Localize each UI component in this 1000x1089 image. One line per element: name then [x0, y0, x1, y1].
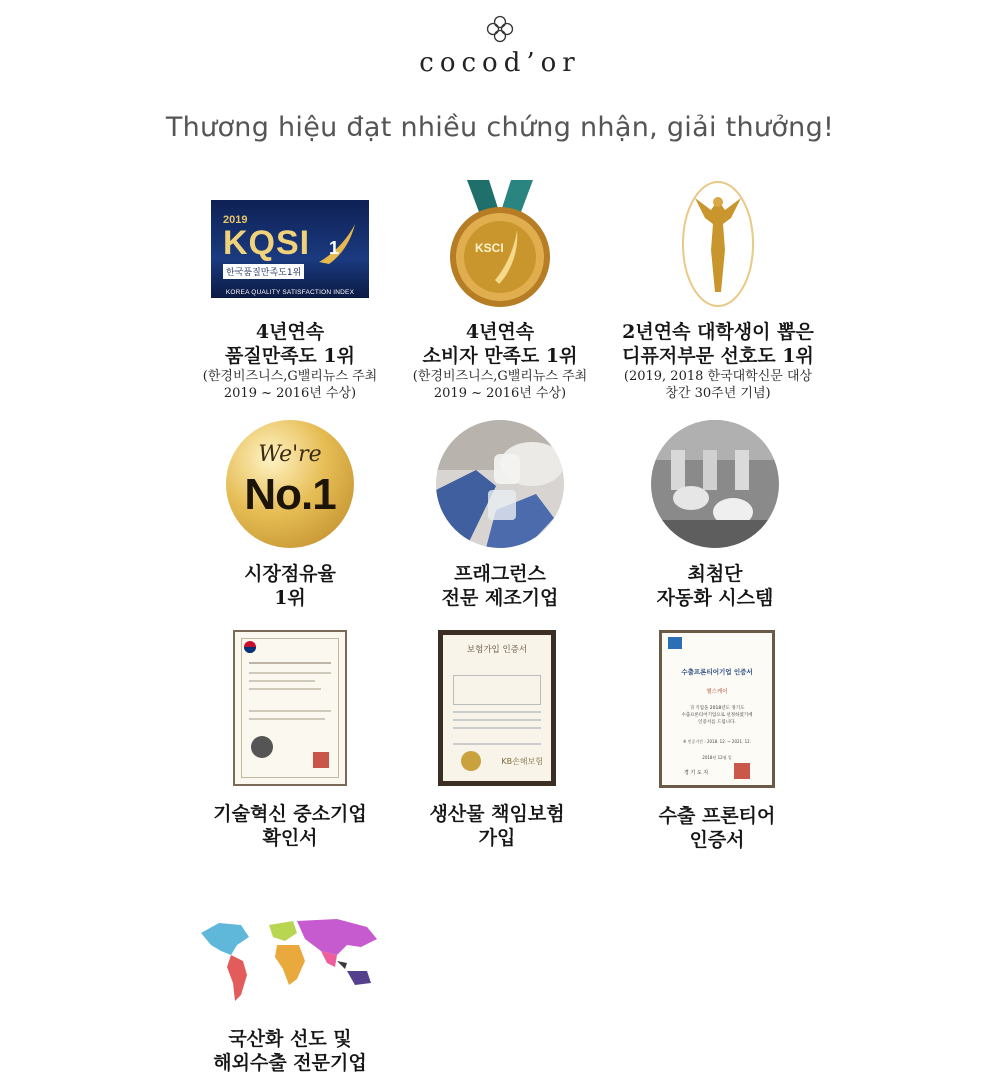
ksci-name: KSCI [475, 241, 504, 255]
kqsi-year: 2019 [223, 214, 248, 226]
award-export-frontier [607, 630, 827, 852]
export-cert-company: 헬스케어 [706, 689, 728, 695]
export-cert-body-line: 귀 기업을 2018년도 경기도 [689, 706, 745, 711]
award-export-specialist [180, 915, 400, 1075]
kqsi-swoosh-icon [317, 220, 359, 266]
award-university [608, 180, 828, 402]
award-fragrance [390, 420, 610, 610]
award-title-line: 2년연속 대학생이 뽑은 [622, 321, 814, 343]
award-subtitle-line: (2019, 2018 한국대학신문 대상 [623, 369, 813, 384]
trophy-statue-icon [681, 180, 755, 308]
award-subtitle-line: (한경비즈니스,G밸리뉴스 주최 [202, 369, 378, 384]
award-title-line: 확인서 [262, 827, 318, 849]
world-map-icon [197, 915, 383, 1003]
award-liability-insurance [387, 630, 607, 850]
export-cert-signer: 경 기 도 지 [684, 770, 709, 776]
award-subtitle-line: 창간 30주년 기념) [665, 386, 771, 401]
export-cert-body-line: 인증서를 드립니다. [698, 720, 736, 725]
page-headline: Thương hiệu đạt nhiều chứng nhận, giải thưởng! [165, 112, 835, 143]
certificate-stamp-icon [734, 763, 750, 779]
award-kqsi [180, 200, 400, 402]
award-title-line: 해외수출 전문기업 [213, 1052, 367, 1074]
gold-seal-icon [461, 751, 481, 771]
svg-text:1: 1 [329, 238, 340, 258]
award-title-line: 최첨단 [687, 563, 743, 585]
award-title-line: 자동화 시스템 [656, 587, 774, 609]
award-title-line: 1위 [274, 587, 306, 609]
export-cert-title: 수출프론티어기업 인증서 [681, 668, 753, 676]
export-cert-date: 2018년 12월 일 [702, 755, 732, 760]
award-title-line: 시장점유율 [244, 563, 336, 585]
insurance-certificate [438, 630, 556, 786]
export-frontier-certificate [659, 630, 775, 788]
certificate-stamp-icon [313, 752, 329, 768]
lab-worker-photo [436, 420, 564, 548]
kqsi-badge [211, 200, 369, 298]
export-cert-period: ※ 인증기간 : 2018. 12. ~ 2021. 12. [682, 739, 752, 744]
award-title-line: 국산화 선도 및 [228, 1028, 352, 1050]
award-title-line: 소비자 만족도 1위 [422, 345, 578, 367]
award-automation [605, 420, 825, 610]
award-subtitle-line: 2019 ~ 2016년 수상) [433, 386, 567, 401]
award-title-line: 전문 제조기업 [441, 587, 559, 609]
no1-top-text: We're [258, 442, 322, 467]
certificate-seal-icon [251, 736, 273, 758]
ksci-medal-icon [445, 180, 555, 308]
brand-name: cocod’or [419, 48, 581, 78]
award-market-share [180, 420, 400, 610]
award-subtitle-line: 2019 ~ 2016년 수상) [223, 386, 357, 401]
award-title-line: 생산물 책임보험 [429, 803, 565, 825]
korea-emblem-icon [243, 640, 257, 654]
innobiz-certificate [233, 630, 347, 786]
export-cert-body-line: 수출프론티어기업으로 선정하였기에 [681, 713, 753, 718]
logo-knot-icon [483, 14, 517, 44]
award-ksci [390, 180, 610, 402]
kqsi-english: KOREA QUALITY SATISFACTION INDEX [225, 289, 355, 296]
award-title-line: 기술혁신 중소기업 [213, 803, 367, 825]
award-title-line: 수출 프론티어 [658, 805, 776, 827]
kqsi-name: KQSI [223, 224, 311, 262]
award-title-line: 품질만족도 1위 [225, 345, 355, 367]
award-subtitle-line: (한경비즈니스,G밸리뉴스 주최 [412, 369, 588, 384]
award-title-line: 인증서 [689, 829, 745, 851]
insurance-cert-title: 보험가입 인증서 [466, 645, 528, 655]
no1-main-text: No.1 [244, 470, 336, 519]
award-title-line: 프래그런스 [454, 563, 546, 585]
gyeonggi-logo-icon [668, 637, 682, 649]
award-title-line: 디퓨저부문 선호도 1위 [622, 345, 814, 367]
insurer-logo: KB손해보험 [501, 757, 543, 766]
award-title-line: 가입 [478, 827, 516, 849]
award-title-line: 4년연속 [255, 321, 325, 343]
award-title-line: 4년연속 [465, 321, 535, 343]
factory-machine-photo [651, 420, 779, 548]
no1-badge [226, 420, 354, 548]
award-tech-innovation [180, 630, 400, 850]
brand-logo [0, 14, 1000, 78]
kqsi-korean: 한국품질만족도1위 [223, 264, 304, 279]
